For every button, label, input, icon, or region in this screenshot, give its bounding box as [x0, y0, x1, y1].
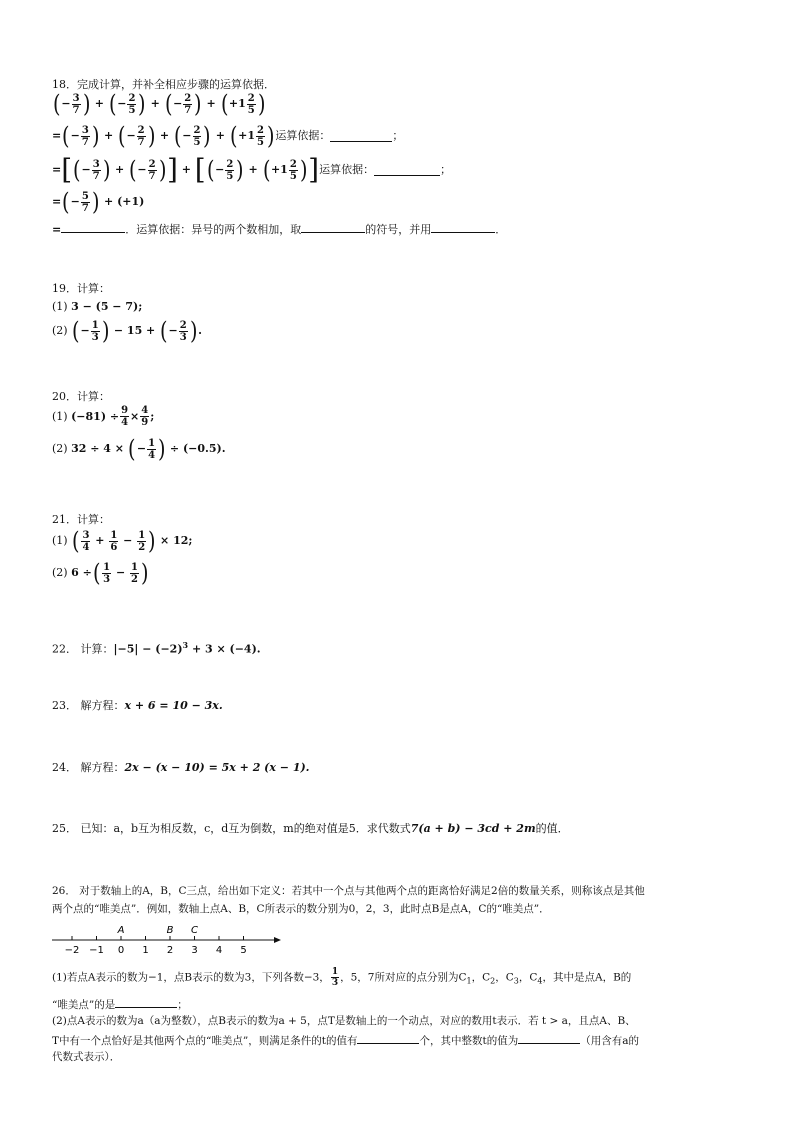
number-line-point-label: C: [191, 925, 198, 936]
q26-part-2-line-2: T中有一个点恰好是其他两个点的“唯美点”，则满足条件的t的值有 个，其中整数t的值为 （用含有a的: [52, 1032, 639, 1048]
q26-part-1-line-1: (1)若点A表示的数为−1，点B表示的数为3，下列各数−3， $\frac{1}{3}$ ，5，7所对应的点分别为$C_1$，$C_2$，$C_3$，$C_4$，其中是点A，B的: [52, 967, 632, 988]
q21-part-1: (1) ( $\frac{3}{4}$ + $\frac{1}{6}$ − $\frac{1}{2}$ ) × 12;: [52, 527, 193, 555]
q26-blank-3[interactable]: [518, 1032, 580, 1044]
q18-blank-5[interactable]: [431, 221, 495, 233]
number-line-tick-label: 0: [117, 945, 125, 956]
q18-line-4: = ( − $\frac{5}{7}$ ) + (+1): [52, 188, 145, 216]
number-line-tick-label: 3: [191, 945, 198, 956]
q18-title: 18．完成计算，并补全相应步骤的运算依据．: [52, 78, 275, 91]
number-line-point-label: B: [166, 925, 174, 936]
number-line-svg: [52, 918, 282, 960]
q18-blank-2[interactable]: [374, 164, 440, 176]
number-line-arrow: [274, 937, 281, 943]
q18-blank-1[interactable]: [330, 130, 392, 142]
number-line: [52, 918, 282, 960]
number-line-point-label: A: [117, 925, 125, 936]
q20-title: 20．计算：: [52, 390, 110, 403]
q18-blank-4[interactable]: [301, 221, 365, 233]
q26-part-2-line-1: (2)点A表示的数为a（a为整数），点B表示的数为a + 5，点T是数轴上的一个动点，对应的数用t表示．若 t > a，且点A、B、: [52, 1015, 636, 1027]
q26-blank-2[interactable]: [357, 1032, 419, 1044]
q26-part-1-line-2: “唯美点”的是 ；: [52, 996, 188, 1012]
number-line-tick-label: −2: [64, 945, 80, 956]
q18-line-2: = ( − $\frac{3}{7}$ ) + ( − $\frac{2}{7}$ ) + ( − $\frac{2}{5}$ ) + ( +1 $\frac{2}{5}$ ) 运算依据： ；: [52, 122, 404, 150]
q26-blank-1[interactable]: [115, 996, 177, 1008]
q20-part-1: (1) (−81) ÷ $\frac{9}{4}$ × $\frac{4}{9}$ ;: [52, 405, 155, 428]
number-line-tick-label: 5: [240, 945, 247, 956]
number-line-tick-label: 4: [215, 945, 223, 956]
q18-line-3: = [ ( − $\frac{3}{7}$ ) + ( − $\frac{2}{7}$ ) ] + [ ( − $\frac{2}{5}$ ) + ( +1 $\frac{2}{5}$ ) ] 运算依据： ；: [52, 153, 452, 186]
q18-line-1: ( − $\frac{3}{7}$ ) + ( − $\frac{2}{5}$ ) + ( − $\frac{2}{7}$ ) + ( +1 $\frac{2}{5}$ ): [52, 90, 266, 118]
number-line-tick-label: −1: [89, 945, 104, 956]
q23-line: 23． 解方程：x + 6 = 10 − 3x.: [52, 699, 223, 712]
q21-part-2: (2) 6 ÷ ( $\frac{1}{3}$ − $\frac{1}{2}$ ): [52, 559, 149, 587]
q21-title: 21．计算：: [52, 513, 110, 526]
number-line-tick-label: 2: [166, 945, 174, 956]
q19-title: 19．计算：: [52, 282, 110, 295]
q24-line: 24． 解方程：2x − (x − 10) = 5x + 2 (x − 1).: [52, 761, 310, 774]
q26-part-2-line-3: 代数式表示）．: [52, 1051, 121, 1063]
q20-part-2: (2) 32 ÷ 4 × ( − $\frac{1}{4}$ ) ÷ (−0.5).: [52, 435, 226, 463]
q22-line: 22． 计算：$|-5| - (-2)^3 + 3 \times (-4)$.: [52, 640, 261, 656]
number-line-tick-label: 1: [142, 945, 149, 956]
q19-part-1: (1) 3 − (5 − 7);: [52, 300, 143, 313]
q26-line-2: 两个点的“唯美点”．例如，数轴上点A、B，C所表示的数分别为0，2，3，此时点B是点A，C的“唯美点”．: [52, 903, 550, 915]
q26-line-1: 26． 对于数轴上的A，B，C三点，给出如下定义：若其中一个点与其他两个点的距离恰好满足2倍的数量关系，则称该点是其他: [52, 885, 645, 897]
q18-line-5: = ．运算依据：异号的两个数相加，取 的符号，并用 ．: [52, 223, 507, 236]
q19-part-2: (2) ( − $\frac{1}{3}$ ) − 15 + ( − $\frac{2}{3}$ ) .: [52, 317, 202, 345]
q25-line: 25． 已知：a，b互为相反数，c，d互为倒数，m的绝对值是5．求代数式7(a + b) − 3cd + 2m的值．: [52, 822, 569, 835]
q18-blank-3[interactable]: [61, 221, 125, 233]
